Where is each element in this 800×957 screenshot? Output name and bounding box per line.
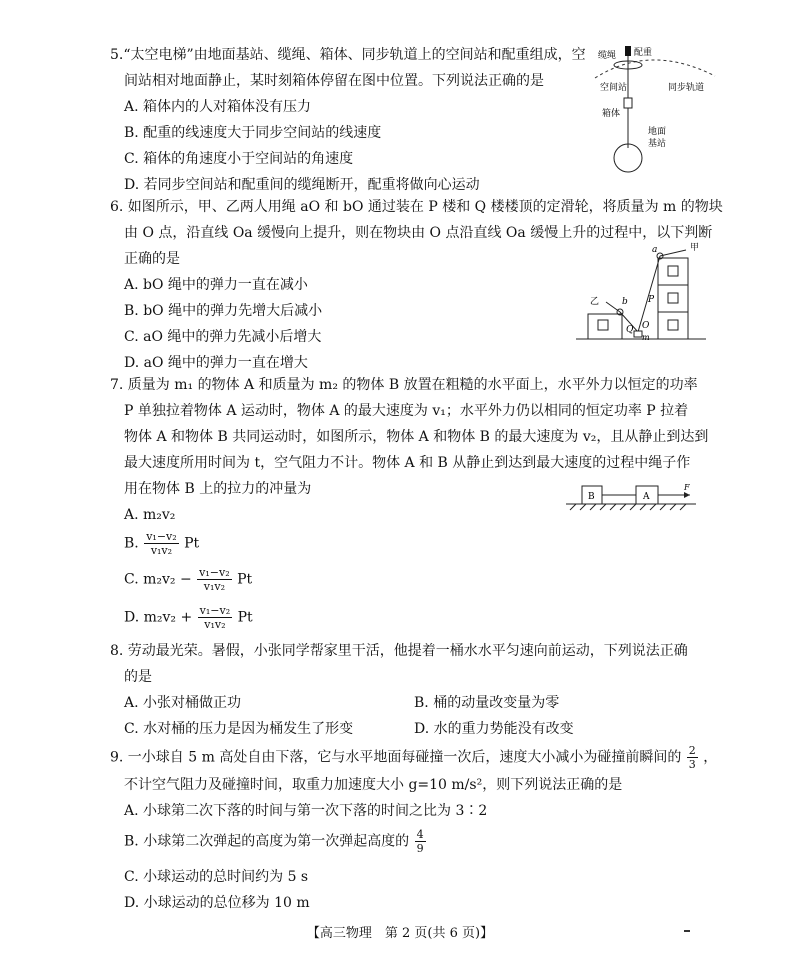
q5-stem-line1: 5.“太空电梯”由地面基站、缆绳、箱体、同步轨道上的空间站和配重组成，空: [110, 47, 586, 63]
q7-fig-f-label: F: [684, 483, 690, 492]
q7-stem-line4: 最大速度所用时间为 t，空气阻力不计。物体 A 和 B 从静止到达到最大速度的过程中绳子作: [124, 455, 691, 471]
q6-fig-m-label: m: [642, 333, 650, 342]
q5-option-c: C. 箱体的角速度小于空间站的角速度: [124, 151, 354, 167]
q7-blocks-figure: [566, 480, 696, 516]
q5-option-a: A. 箱体内的人对箱体没有压力: [124, 99, 312, 115]
q7-option-c: C. m₂v₂ − $\frac{\text{v₁−v₂}}{\text{v₁v₂}}$ Pt: [124, 566, 253, 593]
q7-option-b-fraction: $\frac{\text{v₁−v₂}}{\text{v₁v₂}}$: [146, 530, 177, 557]
q5-fig-orbit-label: 同步轨道: [668, 83, 705, 93]
q8-option-d: D. 水的重力势能没有改变: [414, 721, 574, 737]
corner-mark: [684, 930, 690, 932]
q8-option-b: B. 桶的动量改变量为零: [414, 695, 560, 711]
q7-option-d-fraction: $\frac{\text{v₁−v₂}}{\text{v₁v₂}}$: [199, 604, 231, 631]
q9-option-b: B. 小球第二次弹起的高度为第一次弹起高度的 $\frac{4}{9}$: [124, 828, 424, 855]
q6-stem-line3: 正确的是: [124, 251, 180, 267]
q7-stem-line2: P 单独拉着物体 A 运动时，物体 A 的最大速度为 v₁；水平外力仍以相同的恒定功率 P 拉着: [124, 403, 689, 419]
q6-option-c: C. aO 绳中的弹力先减小后增大: [124, 329, 322, 345]
q6-fig-yi-label: 乙: [590, 297, 600, 307]
q9-option-b-fraction: $\frac{4}{9}$: [416, 828, 424, 855]
q5-fig-ground-label-1: 地面: [648, 127, 667, 137]
q7-fig-b-label: B: [588, 492, 595, 502]
q5-option-d: D. 若同步空间站和配重间的缆绳断开，配重将做向心运动: [124, 177, 480, 193]
q6-fig-q-label: Q: [626, 325, 634, 335]
page-footer: 【高三物理 第 2 页(共 6 页)】: [306, 926, 494, 941]
q5-option-b: B. 配重的线速度大于同步空间站的线速度: [124, 125, 382, 141]
q5-fig-counterweight-label: 配重: [634, 48, 653, 58]
q9-option-c: C. 小球运动的总时间约为 5 s: [124, 869, 309, 885]
q9-stem-line2: 不计空气阻力及碰撞时间，取重力加速度大小 g=10 m/s²，则下列说法正确的是: [124, 777, 623, 793]
q7-stem-line3: 物体 A 和物体 B 共同运动时，如图所示，物体 A 和物体 B 的最大速度为 v₂，且从静止到达到: [124, 429, 709, 445]
q8-stem-line2: 的是: [124, 669, 152, 685]
q7-stem-line1: 7. 质量为 m₁ 的物体 A 和质量为 m₂ 的物体 B 放置在粗糙的水平面上，水平外力以恒定的功率: [110, 377, 698, 393]
q7-option-c-fraction: $\frac{\text{v₁−v₂}}{\text{v₁v₂}}$: [199, 566, 230, 593]
q6-fig-p-label: P: [648, 295, 655, 305]
q6-option-d: D. aO 绳中的弹力一直在增大: [124, 355, 308, 371]
q9-stem-fraction: $\frac{2}{3}$: [688, 744, 696, 771]
q8-option-a: A. 小张对桶做正功: [124, 695, 242, 711]
q8-stem-line1: 8. 劳动最光荣。暑假，小张同学帮家里干活，他提着一桶水水平匀速向前运动，下列说法正确: [110, 643, 688, 659]
q5-space-elevator-figure: [590, 38, 720, 178]
q7-option-d: D. m₂v₂ + $\frac{\text{v₁−v₂}}{\text{v₁v₂}}$ Pt: [124, 604, 253, 631]
q9-option-a: A. 小球第二次下落的时间与第一次下落的时间之比为 3∶2: [124, 803, 488, 819]
q9-option-d: D. 小球运动的总位移为 10 m: [124, 895, 310, 911]
q7-stem-line5: 用在物体 B 上的拉力的冲量为: [124, 481, 312, 497]
q6-fig-jia-label: 甲: [690, 243, 700, 253]
q5-fig-station-label: 空间站: [600, 83, 628, 93]
q7-option-b: B. $\frac{\text{v₁−v₂}}{\text{v₁v₂}}$ Pt: [124, 530, 200, 557]
q7-option-a: A. m₂v₂: [124, 507, 176, 523]
q6-option-a: A. bO 绳中的弹力一直在减小: [124, 277, 308, 293]
q6-fig-b-label: b: [622, 297, 628, 307]
q8-option-c: C. 水对桶的压力是因为桶发生了形变: [124, 721, 354, 737]
q5-fig-box-label: 箱体: [602, 109, 621, 119]
q5-fig-cable-label: 缆绳: [598, 51, 617, 61]
q6-option-b: B. bO 绳中的弹力先增大后减小: [124, 303, 323, 319]
q6-fig-o-label: O: [642, 321, 650, 331]
q5-fig-ground-label-2: 基站: [648, 139, 667, 149]
q9-stem-line1: 9. 一小球自 5 m 高处自由下落，它与水平地面每碰撞一次后，速度大小减小为碰撞前瞬间的 $\frac{2}{3}$ ，: [110, 744, 718, 771]
q7-fig-a-label: A: [643, 492, 650, 502]
q6-pulley-figure: [576, 236, 706, 346]
q6-fig-a-label: a: [652, 245, 658, 255]
q5-stem-line2: 间站相对地面静止，某时刻箱体停留在图中位置。下列说法正确的是: [124, 73, 544, 89]
q6-stem-line1: 6. 如图所示，甲、乙两人用绳 aO 和 bO 通过装在 P 楼和 Q 楼楼顶的定滑轮，将质量为 m 的物块: [110, 199, 723, 215]
q6-stem-line2: 由 O 点，沿直线 Oa 缓慢向上提升，则在物块由 O 点沿直线 Oa 缓慢上升的过程中，以下判断: [124, 225, 713, 241]
